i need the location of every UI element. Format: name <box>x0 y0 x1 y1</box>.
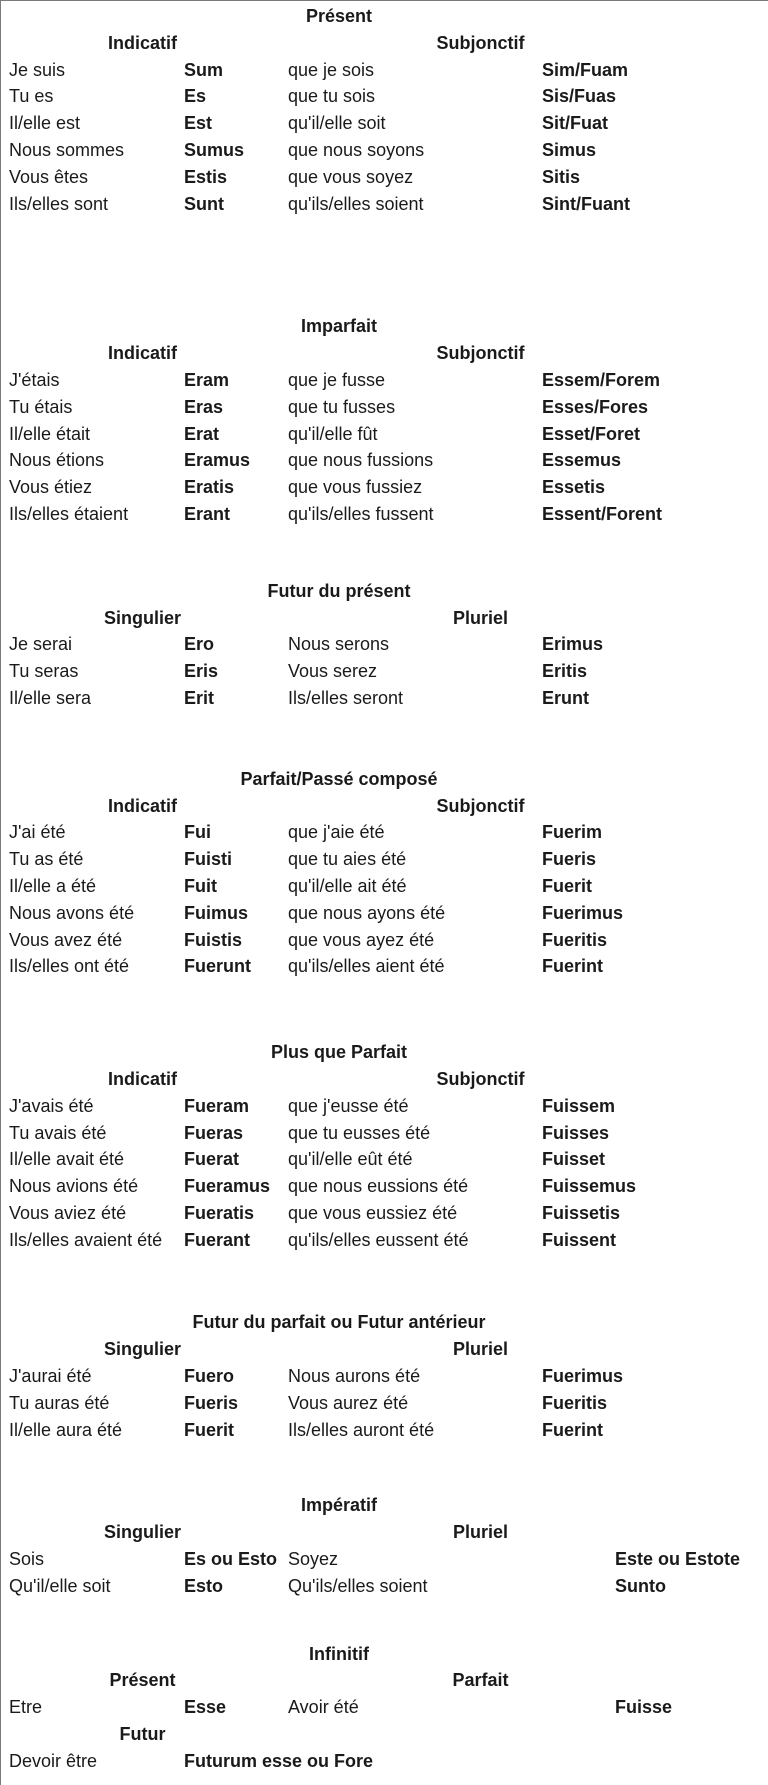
cell-latin-left: Esto <box>184 1575 224 1596</box>
cell-french-left: Il/elle était <box>9 423 91 444</box>
cell-latin-left: Ero <box>184 634 215 655</box>
conjugation-row <box>1 1390 677 1417</box>
cell-french-right: que nous fussions <box>288 450 434 471</box>
cell-latin-left: Fueramus <box>184 1176 271 1197</box>
cell-latin-right: Essent/Forent <box>542 503 663 524</box>
cell-french-left: J'étais <box>9 369 60 390</box>
conjugation-row <box>1 501 677 528</box>
conjugation-row <box>1 658 677 685</box>
cell-french-right: que tu sois <box>288 86 376 107</box>
cell-latin-left: Fueras <box>184 1122 244 1143</box>
cell-latin-right: Esses/Fores <box>542 396 649 417</box>
cell-french-right: qu'il/elle soit <box>288 113 386 134</box>
cell-latin-left: Fuisti <box>184 849 232 870</box>
conjugation-row <box>1 927 677 954</box>
cell-latin-left: Fuerit <box>184 1419 235 1440</box>
cell-french-right: Ils/elles seront <box>288 687 404 708</box>
cell-latin-left: Fuerant <box>184 1229 251 1250</box>
cell-french-left: Etre <box>9 1697 43 1718</box>
cell-latin-left: Eras <box>184 396 224 417</box>
right-header: Subjonctif <box>436 343 525 364</box>
cell-latin-left: Eram <box>184 369 230 390</box>
cell-french-left: Tu étais <box>9 396 73 417</box>
section <box>1 1641 677 1775</box>
conjugation-row <box>1 164 677 191</box>
cell-french-right: qu'ils/elles soient <box>288 193 424 214</box>
cell-latin-right: Fuerint <box>542 956 603 977</box>
section-headers <box>1 1336 677 1363</box>
conjugation-row <box>1 953 677 980</box>
cell-latin-right: Fuerimus <box>542 1366 624 1387</box>
cell-latin-left: Fueram <box>184 1095 250 1116</box>
sub-header: Futur <box>119 1724 166 1745</box>
cell-latin-left: Sum <box>184 59 224 80</box>
cell-french-left: J'aurai été <box>9 1366 92 1387</box>
cell-french-left: J'ai été <box>9 822 66 843</box>
right-header: Pluriel <box>452 1339 509 1360</box>
conjugation-row <box>1 1694 677 1721</box>
cell-latin-left: Erant <box>184 503 231 524</box>
cell-latin-right: Sint/Fuant <box>542 193 630 214</box>
section-title: Parfait/Passé composé <box>240 768 438 789</box>
cell-french-left: Il/elle est <box>9 113 81 134</box>
cell-latin-left: Es <box>184 86 207 107</box>
cell-latin-left: Futurum esse ou Fore <box>184 1750 374 1771</box>
conjugation-row <box>1 447 677 474</box>
conjugation-row <box>1 57 677 84</box>
cell-french-left: Il/elle aura été <box>9 1419 123 1440</box>
cell-french-right: qu'ils/elles fussent <box>288 503 434 524</box>
conjugation-table <box>1 3 768 1775</box>
section-headers <box>1 1066 677 1093</box>
cell-latin-right: Fueritis <box>542 929 608 950</box>
cell-french-right: Nous serons <box>288 634 390 655</box>
conjugation-row <box>1 1200 677 1227</box>
cell-french-right <box>288 1748 615 1775</box>
cell-latin-right: Sit/Fuat <box>542 113 608 134</box>
cell-french-left: Vous aviez été <box>9 1202 127 1223</box>
conjugation-row <box>1 83 677 110</box>
cell-latin-right: Sitis <box>542 166 581 187</box>
right-header: Subjonctif <box>436 1068 525 1089</box>
right-header: Pluriel <box>452 607 509 628</box>
cell-latin-right: Fueris <box>542 849 597 870</box>
conjugation-row <box>1 685 677 712</box>
cell-french-left: Il/elle sera <box>9 687 92 708</box>
cell-latin-left: Fuerunt <box>184 956 251 977</box>
cell-latin-left: Eratis <box>184 477 235 498</box>
conjugation-row <box>1 1748 677 1775</box>
cell-latin-right: Eritis <box>542 661 588 682</box>
cell-french-left: Vous êtes <box>9 166 89 187</box>
cell-latin-right: Fueritis <box>542 1392 608 1413</box>
cell-latin-right: Fuissetis <box>542 1202 621 1223</box>
cell-latin-right: Esset/Foret <box>542 423 641 444</box>
left-header: Indicatif <box>107 795 177 816</box>
section <box>1 313 677 527</box>
cell-french-left: Tu avais été <box>9 1122 107 1143</box>
conjugation-row <box>1 1363 677 1390</box>
cell-french-right: que nous eussions été <box>288 1176 469 1197</box>
cell-latin-right: Fuerimus <box>542 902 624 923</box>
cell-french-right: Qu'ils/elles soient <box>288 1575 428 1596</box>
left-header: Singulier <box>103 607 181 628</box>
section-title: Imparfait <box>300 316 378 337</box>
cell-latin-right: Fuerit <box>542 875 593 896</box>
cell-french-right: que j'eusse été <box>288 1095 409 1116</box>
cell-french-right: que tu aies été <box>288 849 407 870</box>
left-header: Singulier <box>103 1522 181 1543</box>
section-title: Infinitif <box>309 1643 369 1664</box>
cell-french-right: que je sois <box>288 59 375 80</box>
conjugation-row <box>1 367 677 394</box>
cell-latin-right: Fuissent <box>542 1229 617 1250</box>
conjugation-row <box>1 631 677 658</box>
cell-french-right: Avoir été <box>288 1697 359 1718</box>
cell-french-right: Vous aurez été <box>288 1392 409 1413</box>
section-title: Futur du présent <box>267 580 411 601</box>
section <box>1 1309 677 1443</box>
conjugation-row <box>1 819 677 846</box>
cell-latin-left: Es ou Esto <box>184 1549 278 1570</box>
cell-latin-right: Essem/Forem <box>542 369 661 390</box>
cell-french-left: Tu seras <box>9 661 79 682</box>
cell-latin-right: Simus <box>542 139 597 160</box>
cell-latin-right: Fuerim <box>542 822 603 843</box>
conjugation-row <box>1 846 677 873</box>
left-header: Singulier <box>103 1339 181 1360</box>
cell-french-left: Ils/elles avaient été <box>9 1229 163 1250</box>
cell-latin-left: Erit <box>184 687 215 708</box>
cell-latin-right: Fuissem <box>542 1095 616 1116</box>
conjugation-row <box>1 1093 677 1120</box>
cell-french-right: que tu fusses <box>288 396 396 417</box>
cell-french-right: Ils/elles auront été <box>288 1419 435 1440</box>
conjugation-row <box>1 474 677 501</box>
cell-french-right: que tu eusses été <box>288 1122 431 1143</box>
section-headers <box>1 793 677 820</box>
conjugation-row <box>1 1417 677 1444</box>
cell-latin-left: Fueratis <box>184 1202 255 1223</box>
cell-french-right: que vous eussiez été <box>288 1202 458 1223</box>
conjugation-row <box>1 1173 677 1200</box>
cell-french-left: Vous étiez <box>9 477 93 498</box>
cell-french-right: qu'ils/elles aient été <box>288 956 445 977</box>
cell-latin-right <box>615 1748 677 1775</box>
conjugation-row <box>1 1573 677 1600</box>
cell-latin-left: Sunt <box>184 193 224 214</box>
cell-french-left: Je suis <box>9 59 66 80</box>
cell-french-left: Nous avions été <box>9 1176 139 1197</box>
section <box>1 3 677 217</box>
section-title: Futur du parfait ou Futur antérieur <box>192 1312 486 1333</box>
sub-section-headers <box>1 1721 677 1748</box>
cell-french-left: Nous sommes <box>9 139 125 160</box>
cell-french-right: que vous soyez <box>288 166 414 187</box>
conjugation-row <box>1 191 677 218</box>
cell-latin-right: Este ou Estote <box>615 1549 741 1570</box>
cell-latin-left: Est <box>184 113 213 134</box>
cell-french-left: Sois <box>9 1549 45 1570</box>
cell-french-right: que vous ayez été <box>288 929 435 950</box>
cell-latin-left: Estis <box>184 166 228 187</box>
cell-latin-right: Essetis <box>542 477 606 498</box>
cell-french-left: Je serai <box>9 634 73 655</box>
left-header: Indicatif <box>107 343 177 364</box>
cell-latin-right: Erimus <box>542 634 604 655</box>
conjugation-row <box>1 110 677 137</box>
section-headers <box>1 30 677 57</box>
cell-latin-right: Fuissemus <box>542 1176 637 1197</box>
cell-french-left: Il/elle a été <box>9 875 97 896</box>
cell-french-right: que nous soyons <box>288 139 425 160</box>
cell-latin-left: Fui <box>184 822 211 843</box>
cell-french-right: que je fusse <box>288 369 386 390</box>
section <box>1 766 677 980</box>
cell-french-right: que j'aie été <box>288 822 385 843</box>
cell-french-left: Ils/elles sont <box>9 193 109 214</box>
left-header: Présent <box>109 1670 176 1691</box>
cell-french-left: Ils/elles ont été <box>9 956 130 977</box>
cell-french-right: qu'il/elle ait été <box>288 875 407 896</box>
cell-latin-right: Sis/Fuas <box>542 86 617 107</box>
cell-latin-right: Sim/Fuam <box>542 59 629 80</box>
cell-latin-left: Fuimus <box>184 902 249 923</box>
left-header: Indicatif <box>107 1068 177 1089</box>
section <box>1 1492 741 1599</box>
cell-french-right: qu'il/elle eût été <box>288 1149 413 1170</box>
conjugation-row <box>1 1227 677 1254</box>
section-title: Plus que Parfait <box>270 1042 408 1063</box>
cell-french-right: que nous ayons été <box>288 902 446 923</box>
conjugation-row <box>1 394 677 421</box>
section-headers <box>1 1667 677 1694</box>
cell-french-left: Devoir être <box>9 1750 98 1771</box>
cell-latin-left: Fueris <box>184 1392 239 1413</box>
conjugation-row <box>1 421 677 448</box>
cell-french-left: J'avais été <box>9 1095 94 1116</box>
conjugation-row <box>1 1146 677 1173</box>
cell-french-right: que vous fussiez <box>288 477 423 498</box>
conjugation-row <box>1 137 677 164</box>
cell-latin-left: Sumus <box>184 139 245 160</box>
cell-french-left: Vous avez été <box>9 929 123 950</box>
right-header: Pluriel <box>452 1522 509 1543</box>
section-headers <box>1 605 677 632</box>
cell-french-left: Ils/elles étaient <box>9 503 129 524</box>
cell-latin-right: Essemus <box>542 450 622 471</box>
cell-french-left: Il/elle avait été <box>9 1149 125 1170</box>
section-title: Impératif <box>300 1495 378 1516</box>
cell-latin-left: Esse <box>184 1697 227 1718</box>
right-header: Subjonctif <box>436 32 525 53</box>
cell-latin-left: Fuistis <box>184 929 243 950</box>
section-headers <box>1 1519 677 1546</box>
conjugation-row <box>1 873 677 900</box>
cell-latin-left: Erat <box>184 423 220 444</box>
cell-french-left: Tu as été <box>9 849 84 870</box>
cell-latin-left: Fuit <box>184 875 217 896</box>
cell-french-left: Tu auras été <box>9 1392 110 1413</box>
cell-french-left: Tu es <box>9 86 54 107</box>
cell-french-left: Nous avons été <box>9 902 135 923</box>
cell-french-right: qu'il/elle fût <box>288 423 378 444</box>
conjugation-row <box>1 1120 677 1147</box>
cell-latin-right: Sunto <box>615 1575 666 1596</box>
cell-latin-left: Fuero <box>184 1366 235 1387</box>
cell-latin-left: Eramus <box>184 450 251 471</box>
right-header: Parfait <box>452 1670 509 1691</box>
cell-french-right: Soyez <box>288 1549 339 1570</box>
conjugation-row <box>1 900 677 927</box>
section-title: Présent <box>305 6 373 26</box>
cell-latin-right: Erunt <box>542 687 589 708</box>
section <box>1 1039 677 1253</box>
cell-latin-left: Eris <box>184 661 219 682</box>
left-header: Indicatif <box>107 32 177 53</box>
cell-french-left: Nous étions <box>9 450 105 471</box>
section <box>1 578 677 712</box>
cell-french-right: qu'ils/elles eussent été <box>288 1229 469 1250</box>
cell-french-right: Vous serez <box>288 661 378 682</box>
cell-french-right: Nous aurons été <box>288 1366 421 1387</box>
right-header: Subjonctif <box>436 795 525 816</box>
cell-french-left: Qu'il/elle soit <box>9 1575 111 1596</box>
section-headers <box>1 340 677 367</box>
cell-latin-left: Fuerat <box>184 1149 240 1170</box>
cell-latin-right: Fuisset <box>542 1149 606 1170</box>
conjugation-row <box>1 1546 741 1573</box>
cell-latin-right: Fuerint <box>542 1419 603 1440</box>
cell-latin-right: Fuisse <box>615 1697 673 1718</box>
cell-latin-right: Fuisses <box>542 1122 610 1143</box>
